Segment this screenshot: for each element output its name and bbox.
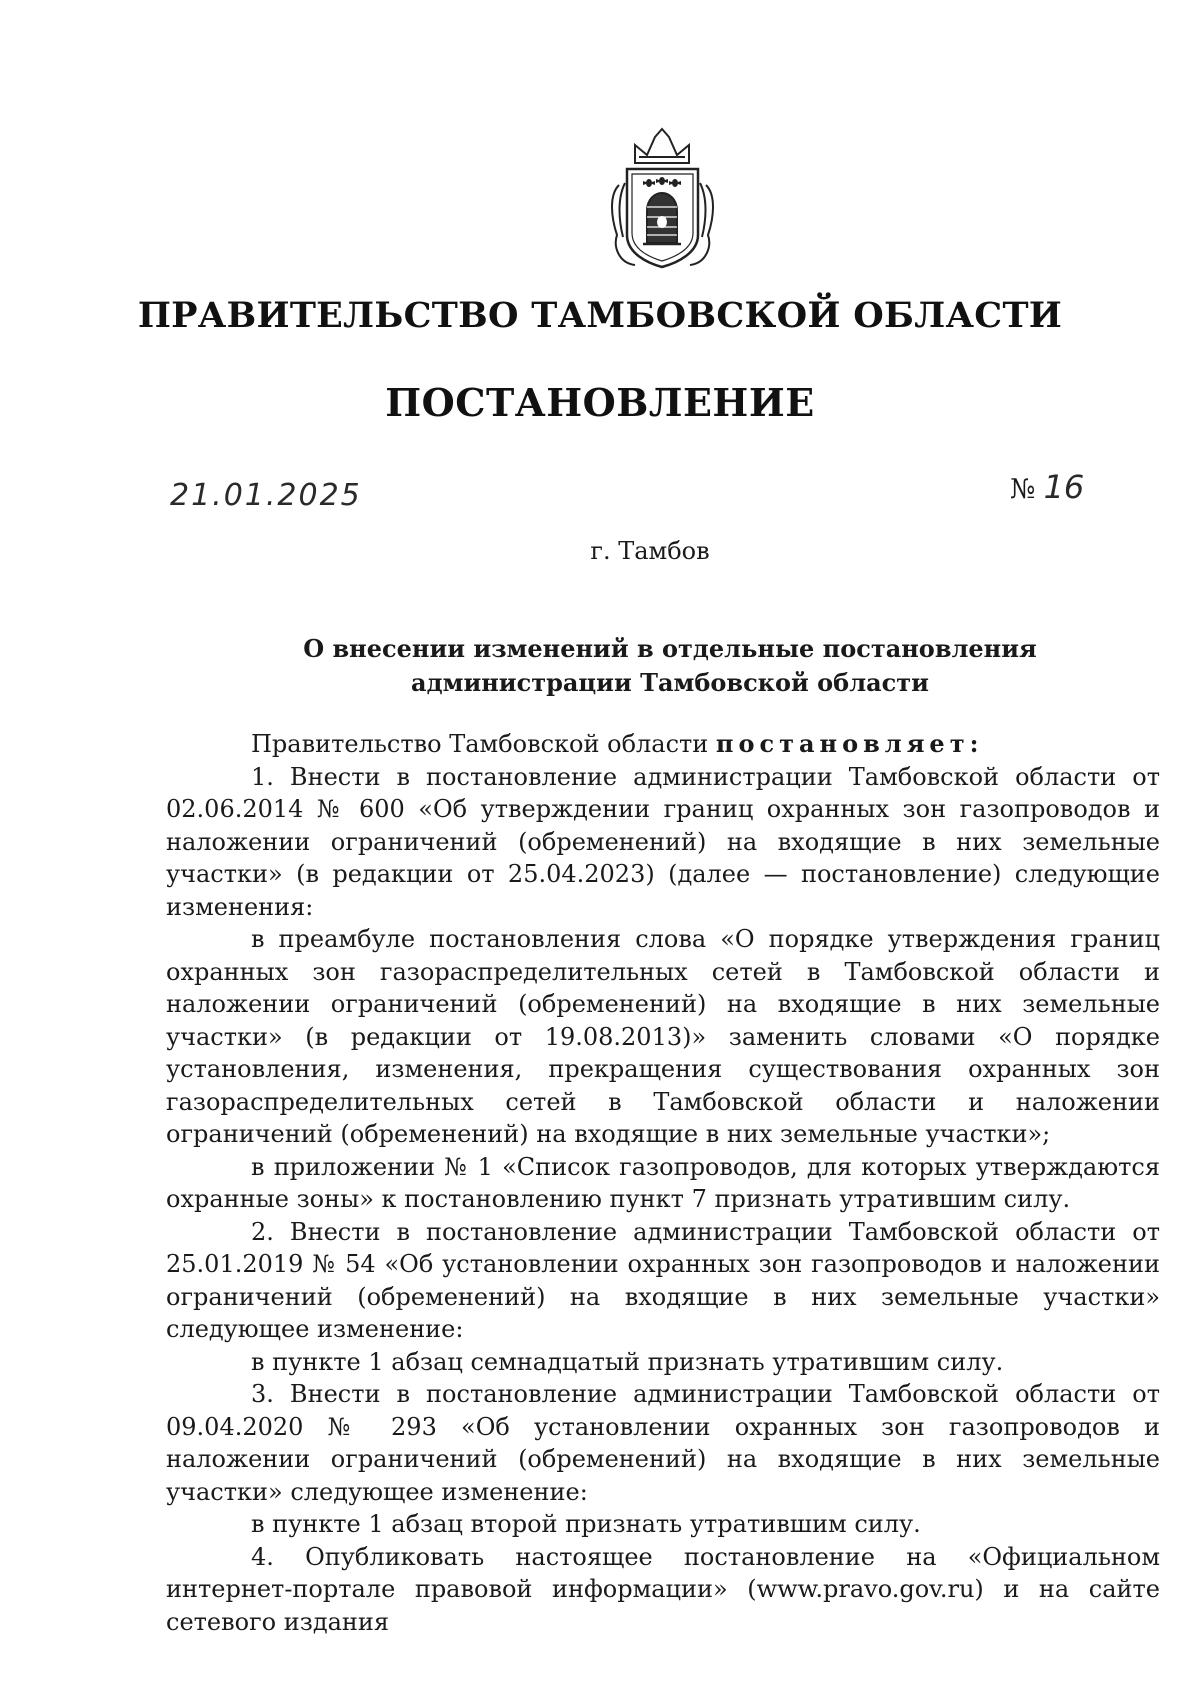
- document-type-title: ПОСТАНОВЛЕНИЕ: [385, 380, 815, 425]
- coat-of-arms-emblem: [605, 125, 720, 273]
- organization-title: ПРАВИТЕЛЬСТВО ТАМБОВСКОЙ ОБЛАСТИ: [137, 295, 1063, 336]
- body-paragraph: в пункте 1 абзац семнадцатый признать утратившим силу.: [251, 1347, 1004, 1376]
- intro-paragraph: [166, 728, 1160, 761]
- body-paragraph: 3. Внести в постановление администрации Тамбовской области от 09.04.2020 № 293 «Об установлении охранных зон газопроводов и наложении ограничений (обременений) на входящие в них земельные участки» следующее изменение:: [166, 1380, 1160, 1506]
- document-subject: [170, 632, 1170, 700]
- body-paragraph: в преамбуле постановления слова «О порядке утверждения границ охранных зон газораспределительных сетей в Тамбовской области и наложении ограничений (обременений) на входящие в них земельные участки» (в редакции от 19.08.2013)» заменить словами «О порядке установления, изменения, прекращения существования охранных зон газораспределительных сетей в Тамбовской области и наложении ограничений (обременений) на входящие в них земельные участки»;: [166, 925, 1160, 1148]
- handwritten-number: 16: [1043, 468, 1085, 506]
- document-number: [1010, 468, 1084, 506]
- handwritten-date: 21.01.2025: [170, 478, 362, 513]
- subject-line: О внесении изменений в отдельные постановления: [303, 634, 1037, 663]
- city: г. Тамбов: [590, 537, 710, 565]
- body-paragraph: 1. Внести в постановление администрации Тамбовской области от 02.06.2014 № 600 «Об утверждении границ охранных зон газопроводов и наложении ограничений (обременений) на входящие в них земельные участки» (в редакции от 25.04.2023) (далее — постановление) следующие изменения:: [166, 762, 1160, 921]
- resolves-word: постановляет:: [715, 729, 984, 758]
- body-paragraph: 2. Внести в постановление администрации Тамбовской области от 25.01.2019 № 54 «Об установлении охранных зон газопроводов и наложении ограничений (обременений) на входящие в них земельные участки» следующее изменение:: [166, 1217, 1160, 1343]
- body-paragraph: в приложении № 1 «Список газопроводов, для которых утверждаются охранные зоны» к постановлению пункт 7 признать утратившим силу.: [166, 1152, 1160, 1213]
- body-paragraph: в пункте 1 абзац второй признать утратившим силу.: [251, 1510, 921, 1538]
- document-body: [166, 728, 1160, 1638]
- intro-text: Правительство Тамбовской области: [251, 730, 716, 758]
- number-label: №: [1010, 474, 1036, 505]
- subject-line: администрации Тамбовской области: [411, 668, 929, 697]
- body-paragraph: 4. Опубликовать настоящее постановление на «Официальном интернет-портале правовой информации» (www.pravo.gov.ru) и на сайте сетевого издания: [166, 1542, 1160, 1636]
